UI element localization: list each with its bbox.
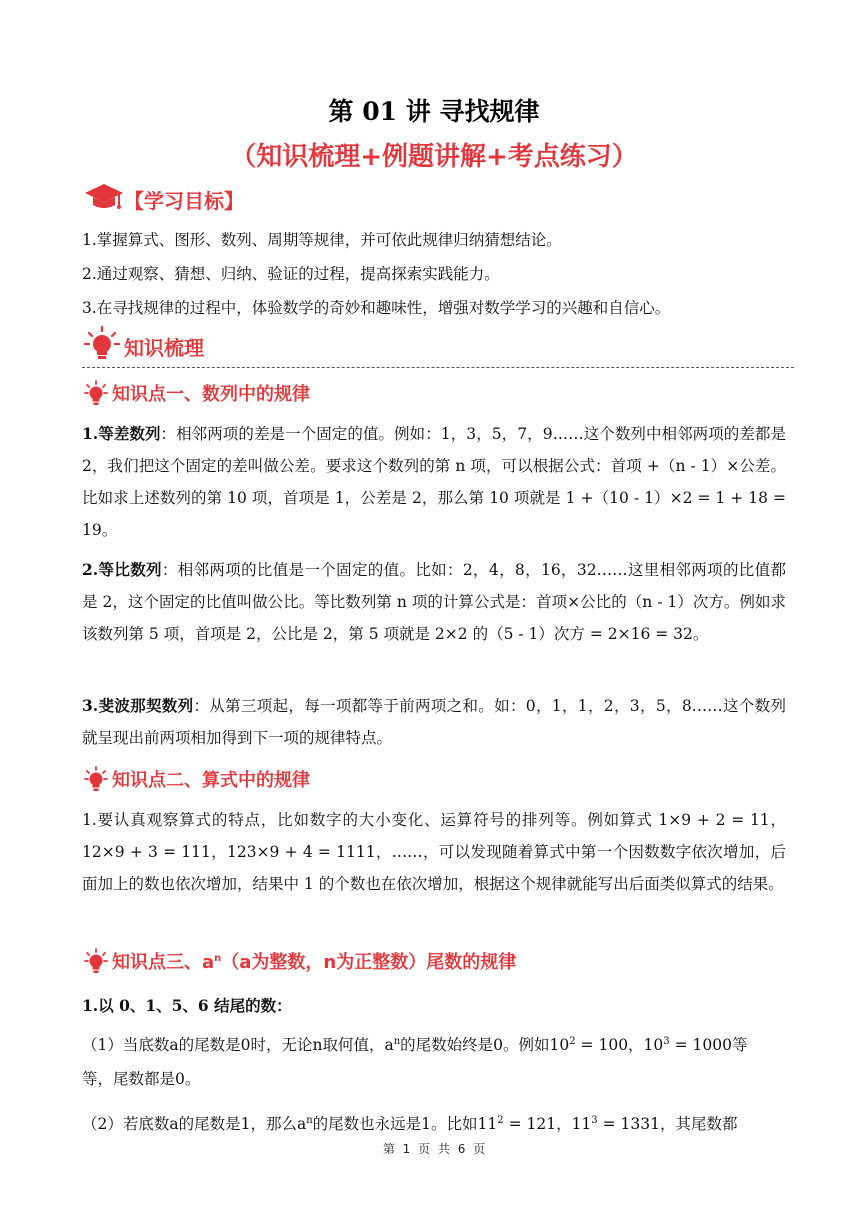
case1-line1: （1）当底数a的尾数是0时，无论n取何值，$a^n$的尾数始终是0。例如$10^2 = 100$，$10^3 = 1000$等 — [82, 1035, 748, 1054]
page-footer: 第 1 页 共 6 页 — [382, 1142, 486, 1156]
case2-line1: （2）若底数a的尾数是1，那么$a^n$的尾数也永远是1。比如$11^2 = 121$，$11^3 = 1331$，其尾数都 — [82, 1114, 738, 1133]
knowledge-heading-label: 知识梳理 — [124, 335, 204, 360]
point1-heading — [84, 380, 310, 406]
goal-item-3: 3.在寻找规律的过程中，体验数学的奇妙和趣味性，增强对数学学习的兴趣和自信心。 — [82, 299, 671, 317]
goal-item-2: 2.通过观察、猜想、归纳、验证的过程，提高探索实践能力。 — [82, 265, 500, 283]
point3-heading — [84, 948, 516, 974]
lightbulb-icon — [84, 326, 120, 366]
goals-heading — [84, 180, 244, 218]
arithmetic-sequence-paragraph — [82, 418, 786, 546]
point1-heading-label: 知识点一、数列中的规律 — [112, 384, 310, 405]
fibonacci-text: ：从第三项起，每一项都等于前两项之和。如：0，1，1，2，3，5，8……这个数列就呈现出前两项相加得到下一项的规律特点。 — [82, 697, 786, 747]
ending-digits-subheading: 1.以 0、1、5、6 结尾的数： — [82, 996, 292, 1015]
lightbulb-icon — [84, 766, 108, 792]
geometric-sequence-label: 2.等比数列 — [82, 560, 162, 579]
geometric-sequence-text: ：相邻两项的比值是一个固定的值。比如：2，4，8，16，32……这里相邻两项的比值都是 2，这个固定的比值叫做公比。等比数列第 n 项的计算公式是：首项×公比的（n - 1）次方。例如求该数列第 5 项，首项是 2，公比是 2，第 5 项就是 2×2 的（5 - 1）次方 = 2×16 = 32。 — [82, 561, 786, 643]
point2-heading — [84, 766, 310, 792]
lightbulb-icon — [84, 948, 108, 974]
goal-item-1: 1.掌握算式、图形、数列、周期等规律，并可依此规律归纳猜想结论。 — [82, 231, 562, 249]
goals-heading-label: 【学习目标】 — [124, 188, 244, 213]
knowledge-heading — [84, 326, 204, 366]
graduation-cap-icon — [84, 180, 124, 218]
section-divider — [82, 367, 794, 368]
page-subtitle: （知识梳理+例题讲解+考点练习） — [230, 142, 638, 172]
lightbulb-icon — [84, 380, 108, 406]
page-title: 第 01 讲 寻找规律 — [328, 97, 540, 126]
point3-heading-label: 知识点三、$a^n(a$为整数，n为正整数）尾数的规律 — [112, 952, 517, 973]
arithmetic-sequence-label: 1.等差数列 — [82, 424, 161, 443]
arithmetic-sequence-text: ：相邻两项的差是一个固定的值。例如：1，3，5，7，9……这个数列中相邻两项的差都是 2，我们把这个固定的差叫做公差。要求这个数列的第 n 项，可以根据公式：首项 +（n - 1）×公差。比如求上述数列的第 10 项，首项是 1，公差是 2，那么第 10 项就是 1 +（10 - 1）×2 = 1 + 18 = 19。 — [82, 425, 787, 539]
fibonacci-label: 3.斐波那契数列 — [82, 696, 194, 715]
fibonacci-paragraph — [82, 690, 786, 754]
geometric-sequence-paragraph — [82, 554, 786, 650]
point2-heading-label: 知识点二、算式中的规律 — [112, 770, 310, 791]
arithmetic-pattern-paragraph: 1.要认真观察算式的特点，比如数字的大小变化、运算符号的排列等。例如算式 1×9 + 2 = 11，12×9 + 3 = 111，123×9 + 4 = 1111，……，可以发现随着算式中第一个因数数字依次增加，后面加上的数也依次增加，结果中 1 的个数也在依次增加，根据这个规律就能写出后面类似算式的结果。 — [82, 811, 786, 893]
case1-line2: 等，尾数都是0。 — [82, 1070, 201, 1088]
